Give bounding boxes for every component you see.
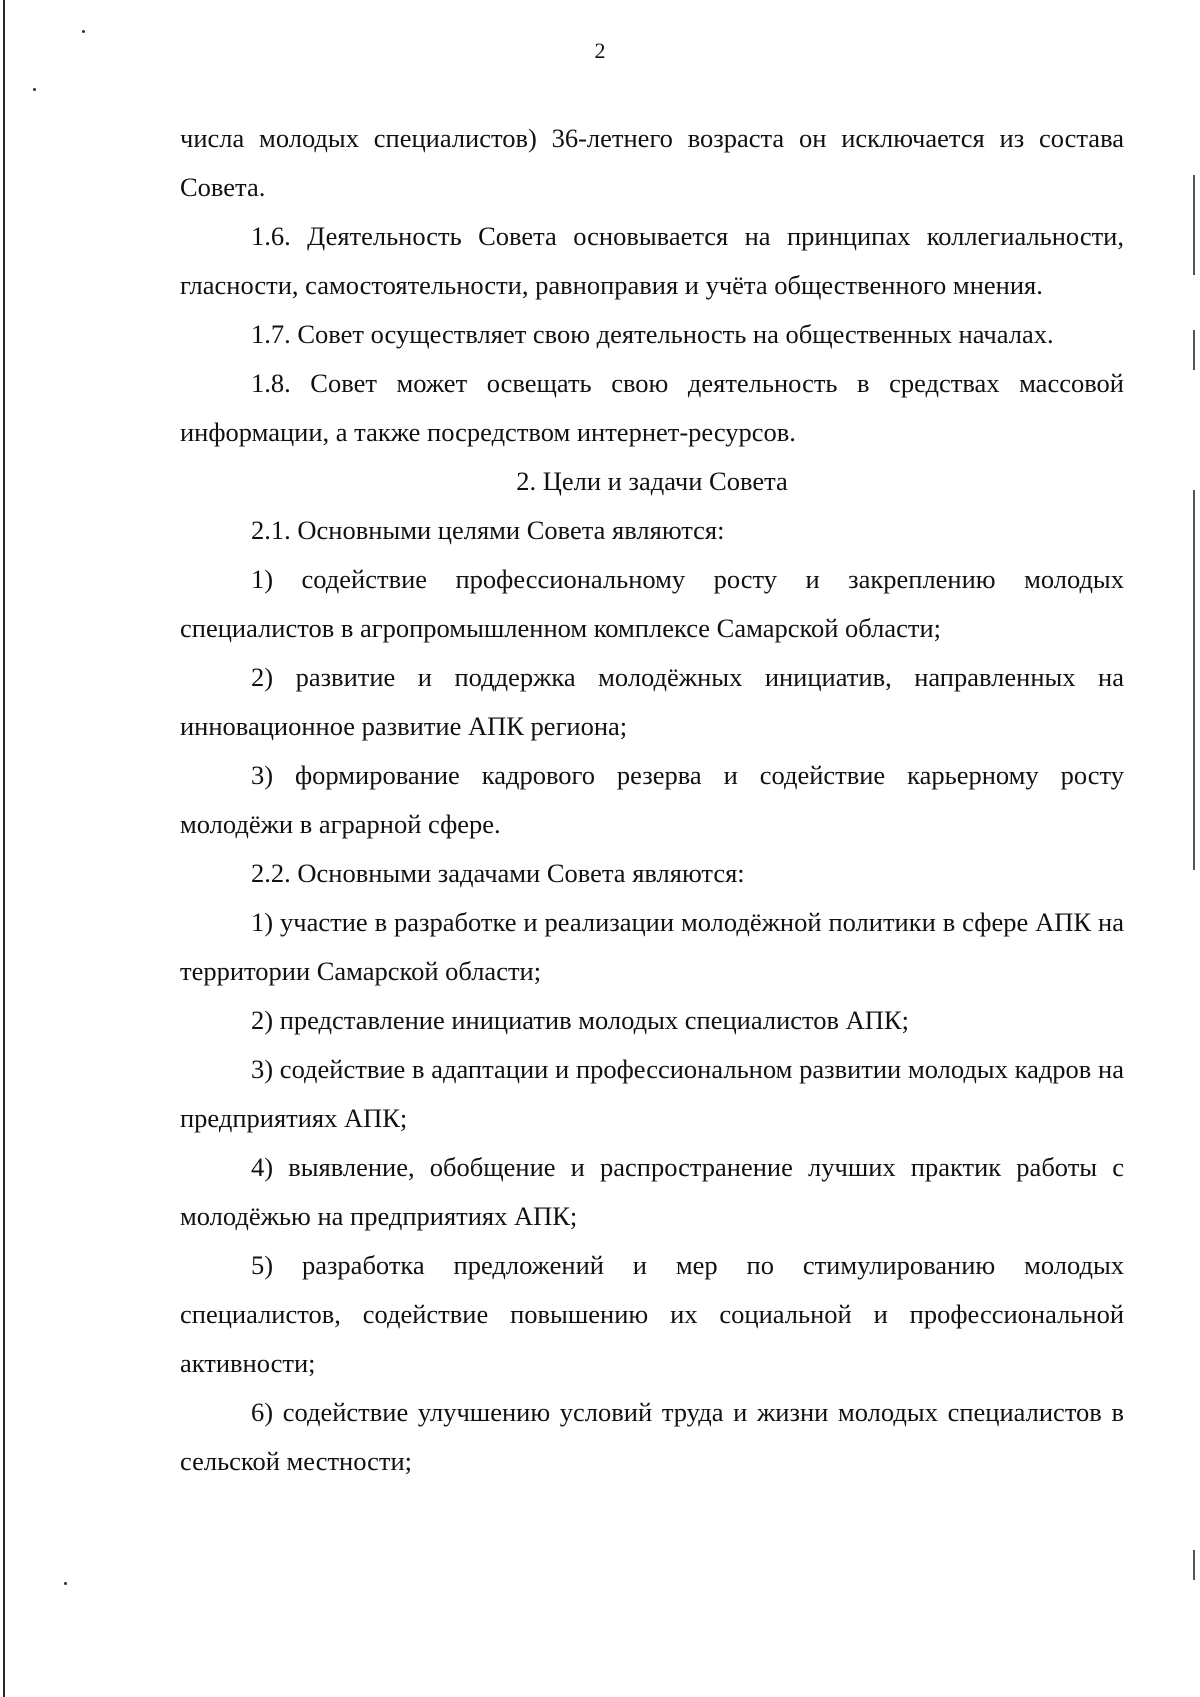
section-heading: 2. Цели и задачи Совета <box>516 466 788 496</box>
scan-speck <box>33 88 36 91</box>
task-item-3: 3) содействие в адаптации и профессиональном развитии молодых кадров на предприятиях АПК; <box>180 1054 1124 1133</box>
scan-edge-right <box>1193 1550 1195 1580</box>
scan-edge-right <box>1193 175 1195 275</box>
scan-speck <box>82 30 85 33</box>
paragraph-1-7: 1.7. Совет осуществляет свою деятельность на общественных началах. <box>251 319 1054 349</box>
goal-item-2: 2) развитие и поддержка молодёжных инициатив, направленных на инновационное развитие АПК региона; <box>180 662 1124 741</box>
scan-edge-right <box>1193 490 1195 870</box>
task-item-6: 6) содействие улучшению условий труда и жизни молодых специалистов в сельской местности; <box>180 1397 1124 1476</box>
paragraph-continuation: числа молодых специалистов) 36-летнего возраста он исключается из состава Совета. <box>180 123 1124 202</box>
goal-item-1: 1) содействие профессиональному росту и закреплению молодых специалистов в агропромышленном комплексе Самарской области; <box>180 564 1124 643</box>
document-body <box>180 114 1124 1486</box>
task-item-4: 4) выявление, обобщение и распространение лучших практик работы с молодёжью на предприятиях АПК; <box>180 1152 1124 1231</box>
paragraph-1-6: 1.6. Деятельность Совета основывается на принципах коллегиальности, гласности, самостоятельности, равноправия и учёта общественного мнения. <box>180 221 1124 300</box>
page-number: 2 <box>594 38 606 63</box>
task-item-2: 2) представление инициатив молодых специалистов АПК; <box>251 1005 909 1035</box>
scan-speck <box>64 1582 67 1585</box>
goal-item-3: 3) формирование кадрового резерва и содействие карьерному росту молодёжи в аграрной сфере. <box>180 760 1124 839</box>
task-item-5: 5) разработка предложений и мер по стимулированию молодых специалистов, содействие повышению их социальной и профессиональной активности; <box>180 1250 1124 1378</box>
paragraph-2-2: 2.2. Основными задачами Совета являются: <box>251 858 745 888</box>
scan-edge-right <box>1193 330 1195 370</box>
paragraph-1-8: 1.8. Совет может освещать свою деятельность в средствах массовой информации, а также посредством интернет-ресурсов. <box>180 368 1124 447</box>
scan-edge-left <box>3 0 5 1697</box>
task-item-1: 1) участие в разработке и реализации молодёжной политики в сфере АПК на территории Самарской области; <box>180 907 1124 986</box>
paragraph-2-1: 2.1. Основными целями Совета являются: <box>251 515 725 545</box>
